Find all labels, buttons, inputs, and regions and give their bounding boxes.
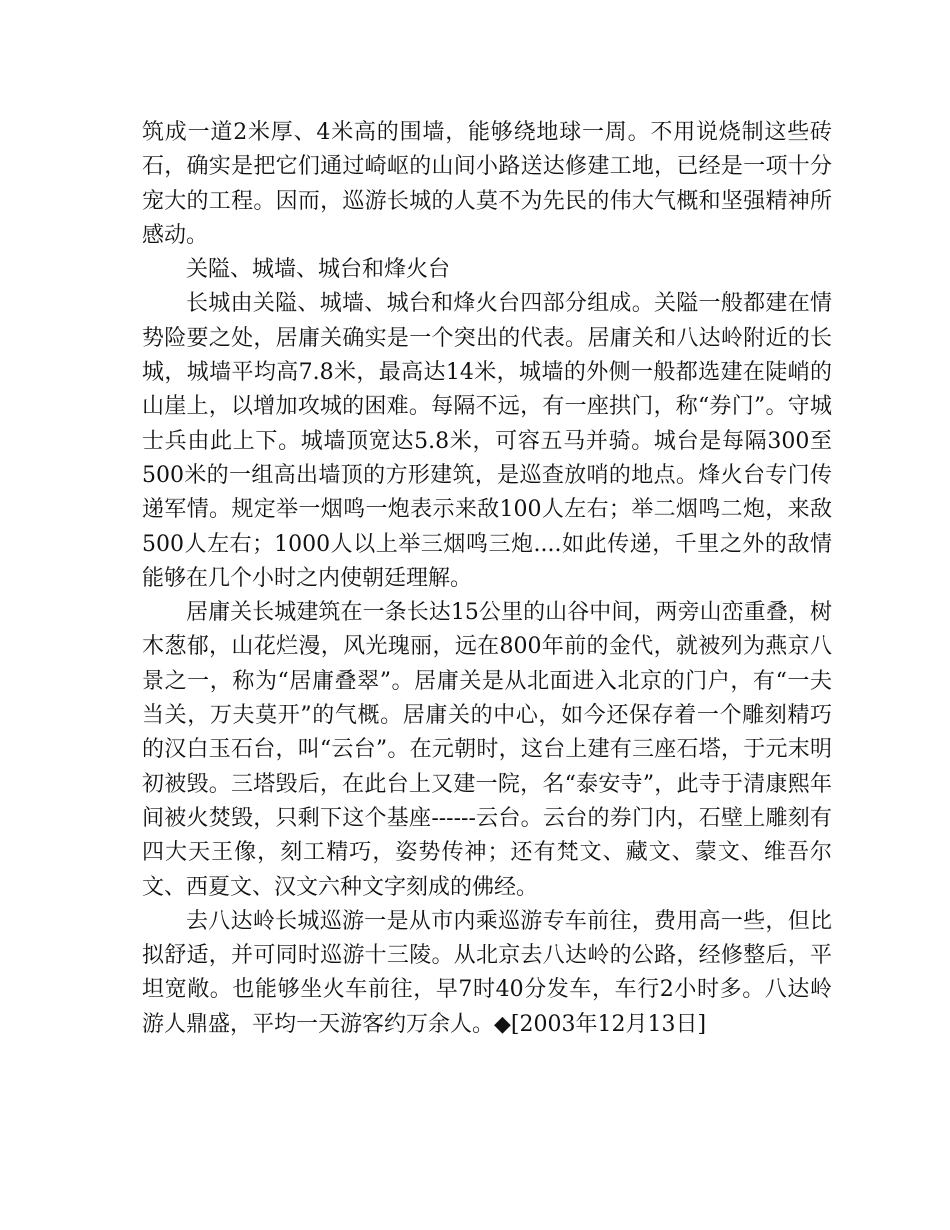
paragraph-juyongguan: 居庸关长城建筑在一条长达15公里的山谷中间，两旁山峦重叠，树木葱郁，山花烂漫，风光瑰丽，远在800年前的金代，就被列为燕京八景之一，称为“居庸叠翠”。居庸关是从北面进入北京的门户，有“一夫当关，万夫莫开”的气概。居庸关的中心，如今还保存着一个雕刻精巧的汉白玉石台，叫“云台”。在元朝时，这台上建有三座石塔，于元末明初被毁。三塔毁后，在此台上又建一院，名“泰安寺”，此寺于清康熙年间被火焚毁，只剩下这个基座------云台。云台的券门内，石壁上雕刻有四大天王像，刻工精巧，姿势传神；还有梵文、藏文、蒙文、维吾尔文、西夏文、汉文六种文字刻成的佛经。: [142, 600, 832, 900]
paragraph-components: 长城由关隘、城墙、城台和烽火台四部分组成。关隘一般都建在情势险要之处，居庸关确实是一个突出的代表。居庸关和八达岭附近的长城，城墙平均高7.8米，最高达14米，城墙的外侧一般都选建在陡峭的山崖上，以增加攻城的困难。每隔不远，有一座拱门，称“券门”。守城士兵由此上下。城墙顶宽达5.8米，可容五马并骑。城台是每隔300至500米的一组高出墙顶的方形建筑，是巡查放哨的地点。烽火台专门传递军情。规定举一烟鸣一炮表示来敌100人左右；举二烟鸣二炮，来敌500人左右；1000人以上举三烟鸣三炮....如此传递，千里之外的敌情能够在几个小时之内使朝廷理解。: [142, 291, 832, 591]
paragraph-wall-intro: 筑成一道2米厚、4米高的围墙，能够绕地球一周。不用说烧制这些砖石，确实是把它们通过崎岖的山间小路送达修建工地，已经是一项十分宠大的工程。因而，巡游长城的人莫不为先民的伟大气概和坚强精神所感动。: [142, 120, 832, 248]
section-heading: 关隘、城墙、城台和烽火台: [186, 257, 451, 283]
document-page: [142, 116, 832, 1042]
paragraph-badaling-travel: 去八达岭长城巡游一是从市内乘巡游专车前往，费用高一些，但比拟舒适，并可同时巡游十三陵。从北京去八达岭的公路，经修整后，平坦宽敞。也能够坐火车前往，早7时40分发车，车行2小时多。八达岭游人鼎盛，平均一天游客约万余人。◆[2003年12月13日]: [142, 908, 832, 1037]
